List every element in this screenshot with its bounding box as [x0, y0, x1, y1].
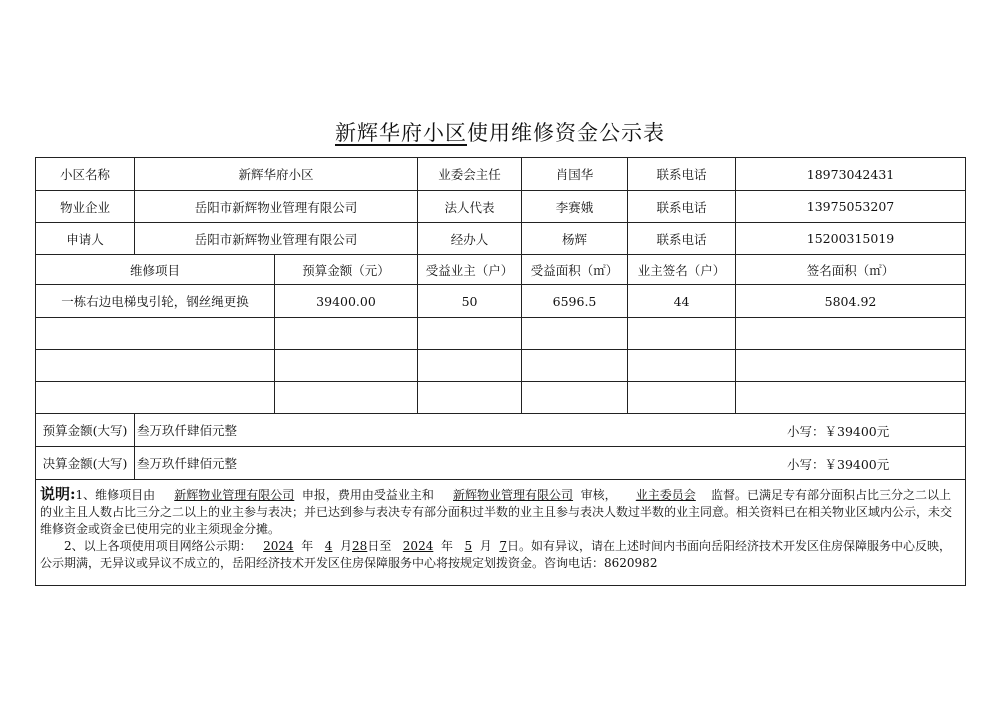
applicant-company: 新辉物业管理有限公司 [174, 488, 295, 502]
handler-label: 经办人 [418, 223, 522, 255]
disclosure-table [35, 157, 966, 586]
handler-value: 杨辉 [522, 223, 628, 255]
signed-cell: 44 [628, 285, 736, 318]
community-value: 新辉华府小区 [135, 158, 418, 191]
note-text: 1、维修项目由 [75, 488, 156, 502]
empty-row [36, 382, 966, 414]
note-text: 监督。已满足专有部分面积占比三分之二以上的业主且人数占比三分之二以上的业主参与表决；并已达到参与表决专有部分面积过半数的业主且参与表决人数过半数的业主同意。相关资料已在相关物业区域内公示，未交维修资金或资金已使用完的业主须现金分摊。 [40, 488, 953, 536]
note-text: 年 [301, 539, 314, 553]
empty-row [36, 318, 966, 350]
end-day: 7 [499, 539, 508, 553]
note-head: 说明: [40, 485, 76, 503]
note-text: 日至 [367, 539, 392, 553]
title-community: 新辉华府小区 [335, 121, 467, 145]
column-header: 受益业主（户） [418, 255, 522, 285]
signed-area-cell: 5804.92 [736, 285, 966, 318]
budget-amount-row [36, 414, 966, 447]
note-text: 年 [440, 539, 453, 553]
applicant-value: 岳阳市新辉物业管理有限公司 [135, 223, 418, 255]
note-text: 日。如有异议，请在上述时间内书面向岳阳经济技术开发区住房保障服务中心反映，公示期满，无异议或异议不成立的，岳阳经济技术开发区住房保障服务中心将按规定划拨资金。咨询电话：8620982 [40, 539, 952, 570]
note-row [36, 480, 966, 586]
note-text: 申报，费用由受益业主和 [301, 488, 434, 502]
repair-item-cell: 一栋右边电梯曳引轮，钢丝绳更换 [36, 285, 275, 318]
end-month: 5 [464, 539, 473, 553]
final-amount-cell [135, 447, 966, 480]
phone-value: 15200315019 [736, 223, 966, 255]
phone-value: 18973042431 [736, 158, 966, 191]
table-row [36, 158, 966, 191]
owners-cell: 50 [418, 285, 522, 318]
column-header-row [36, 255, 966, 285]
final-amount-value: 叁万玖仟肆佰元整 [137, 456, 238, 471]
note-text: 审核， [580, 488, 617, 502]
review-company: 新辉物业管理有限公司 [453, 488, 574, 502]
final-amount-row [36, 447, 966, 480]
column-header: 预算金额（元） [275, 255, 418, 285]
page-title [0, 117, 1000, 147]
budget-amount-value: 叁万玖仟肆佰元整 [137, 423, 238, 438]
legal-rep-label: 法人代表 [418, 191, 522, 223]
legal-rep-value: 李赛娥 [522, 191, 628, 223]
start-day: 28 [352, 539, 368, 553]
phone-label: 联系电话 [628, 191, 736, 223]
table-row [36, 223, 966, 255]
note-text: 月 [340, 539, 353, 553]
budget-amount-cell [135, 414, 966, 447]
property-company-value: 岳阳市新辉物业管理有限公司 [135, 191, 418, 223]
budget-cell: 39400.00 [275, 285, 418, 318]
property-company-label: 物业企业 [36, 191, 135, 223]
note-paragraph-2 [40, 538, 961, 572]
committee-head-label: 业委会主任 [418, 158, 522, 191]
title-rest: 使用维修资金公示表 [467, 121, 665, 145]
start-year: 2024 [263, 539, 294, 553]
area-cell: 6596.5 [522, 285, 628, 318]
final-amount-label: 决算金额(大写) [36, 447, 135, 480]
column-header: 受益面积（㎡） [522, 255, 628, 285]
budget-amount-label: 预算金额(大写) [36, 414, 135, 447]
note-text: 2、以上各项使用项目网络公示期： [64, 539, 252, 553]
column-header: 维修项目 [36, 255, 275, 285]
phone-value: 13975053207 [736, 191, 966, 223]
note-paragraph-1 [40, 486, 961, 538]
committee-head-value: 肖国华 [522, 158, 628, 191]
column-header: 签名面积（㎡） [736, 255, 966, 285]
community-label: 小区名称 [36, 158, 135, 191]
empty-row [36, 350, 966, 382]
start-month: 4 [324, 539, 333, 553]
budget-amount-small: 小写：￥39400元 [787, 424, 890, 439]
column-header: 业主签名（户） [628, 255, 736, 285]
end-year: 2024 [402, 539, 434, 553]
phone-label: 联系电话 [628, 158, 736, 191]
note-cell [36, 480, 966, 586]
applicant-label: 申请人 [36, 223, 135, 255]
note-text: 月 [479, 539, 492, 553]
table-row [36, 191, 966, 223]
supervisor: 业主委员会 [635, 488, 696, 502]
phone-label: 联系电话 [628, 223, 736, 255]
final-amount-small: 小写：￥39400元 [787, 457, 890, 472]
table-row [36, 285, 966, 318]
